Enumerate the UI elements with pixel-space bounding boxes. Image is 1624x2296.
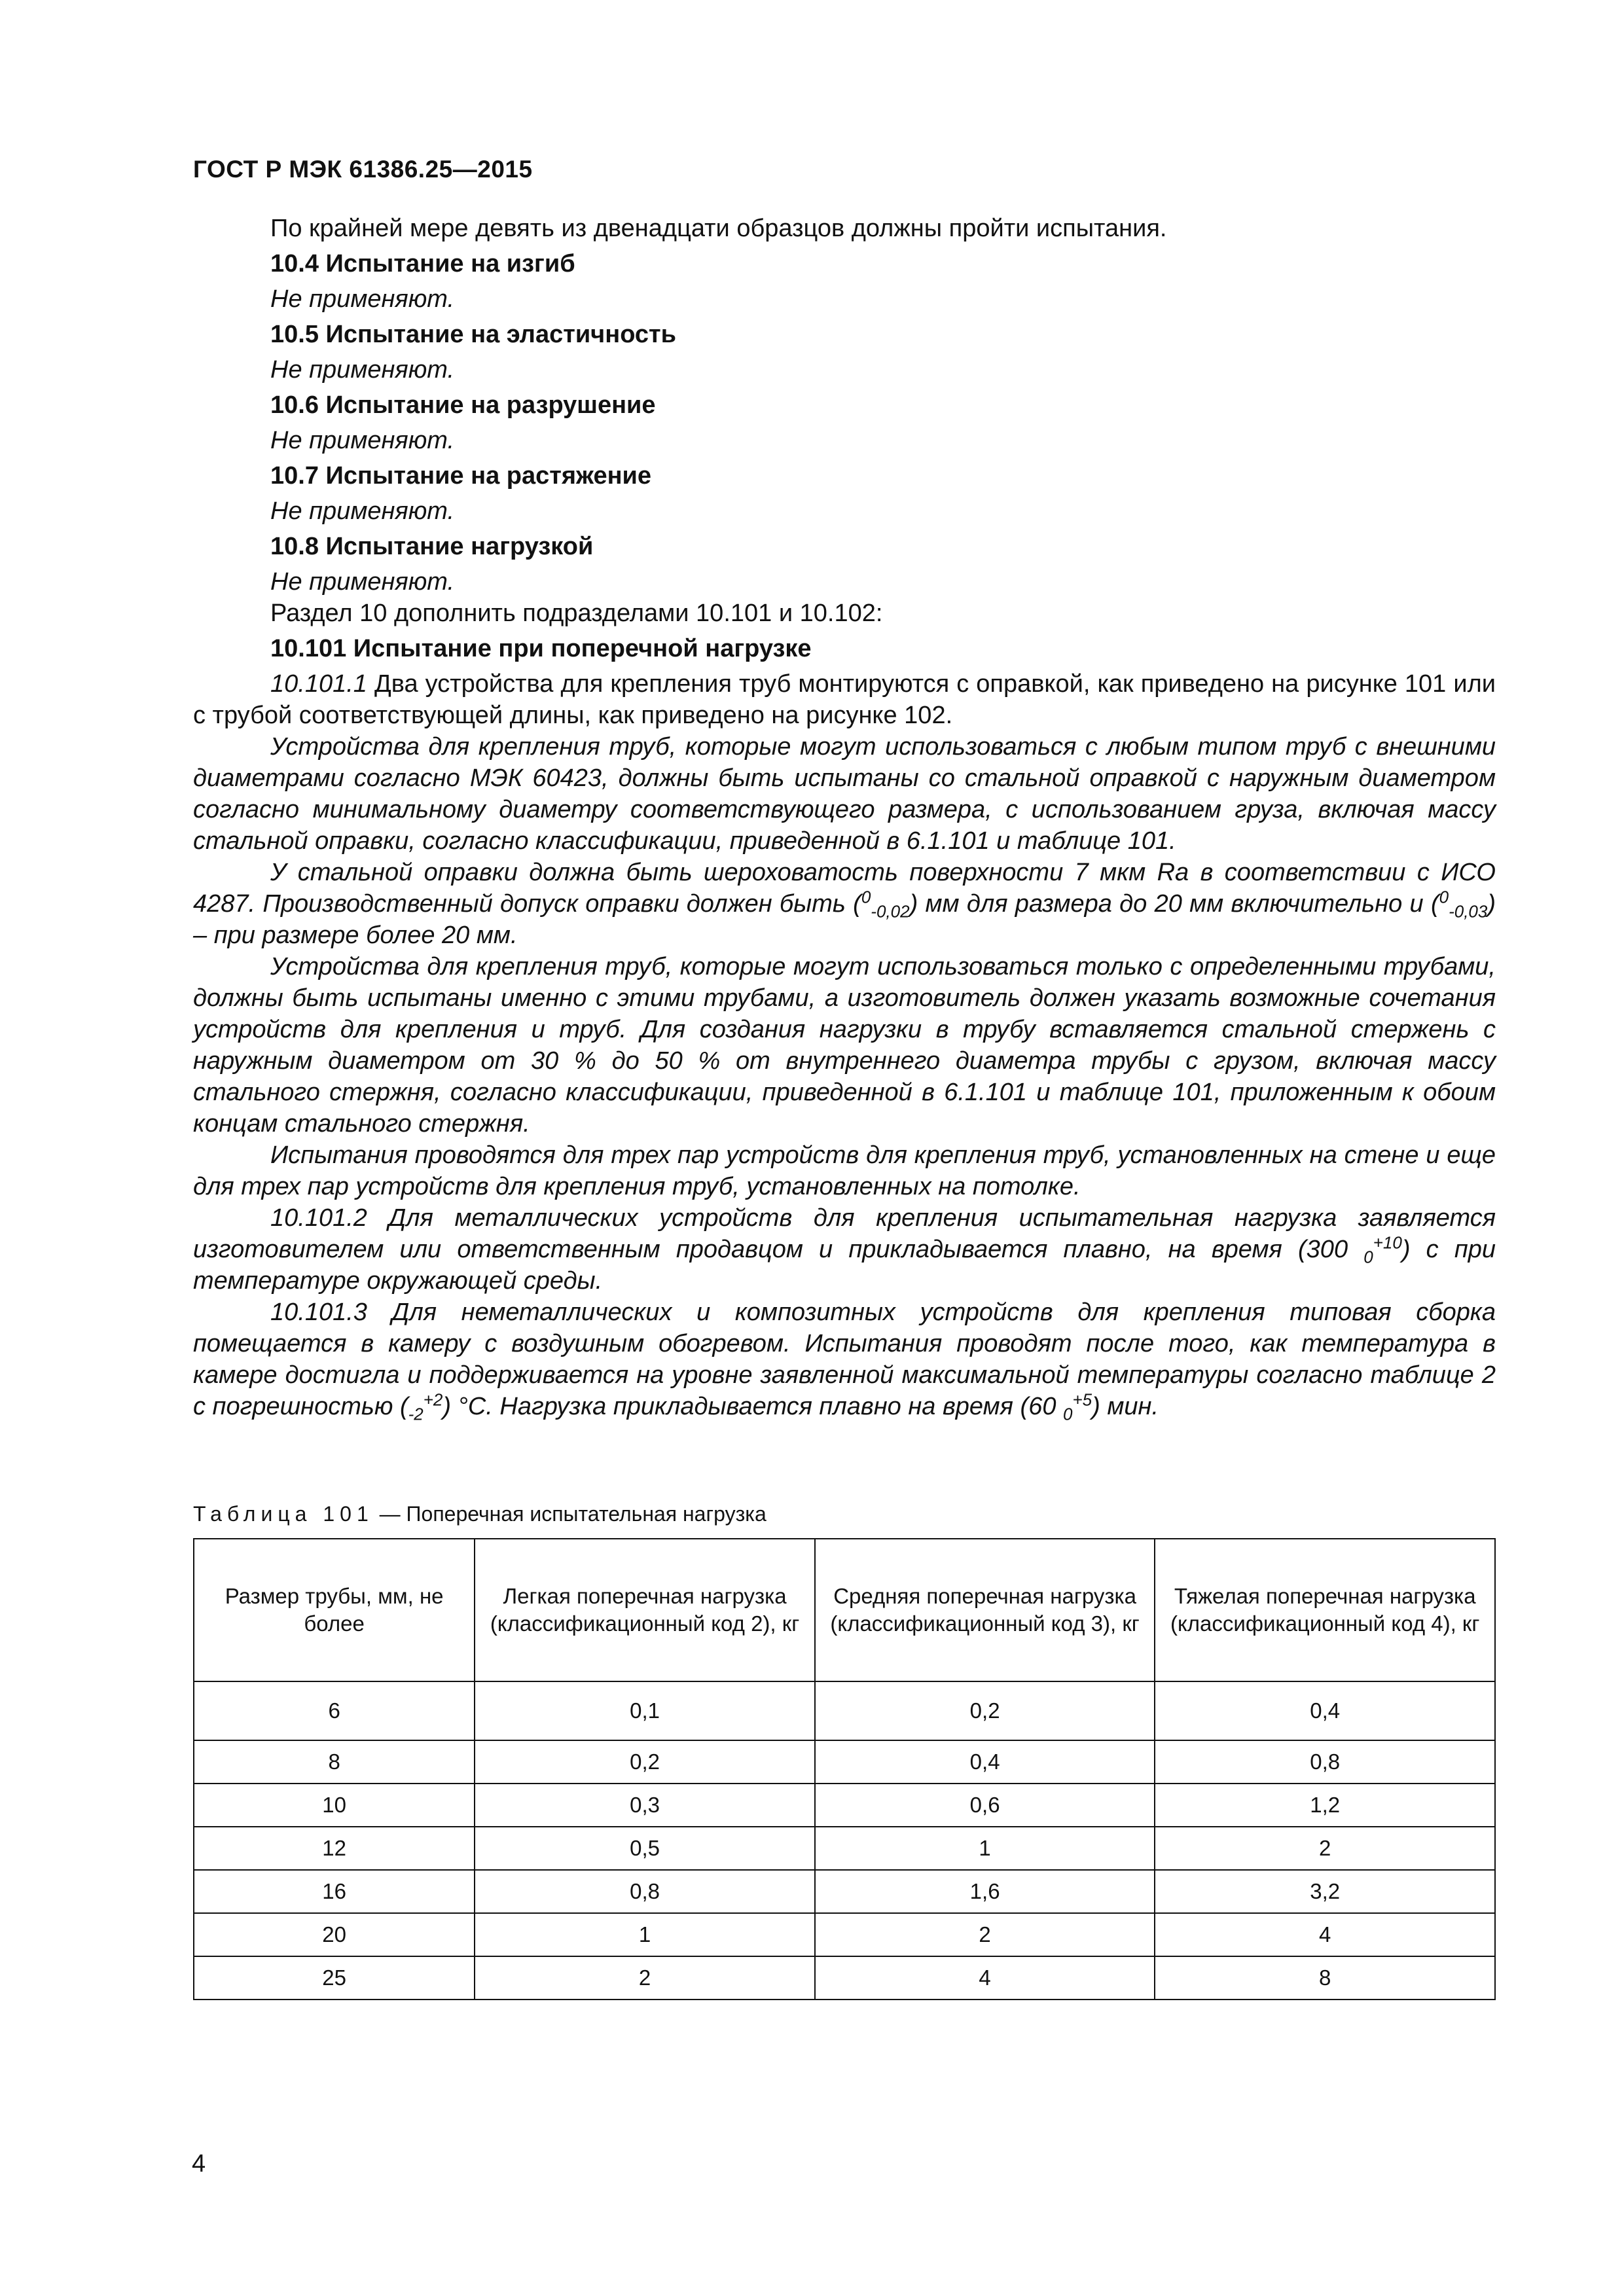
table-cell: 0,8 <box>1155 1740 1495 1784</box>
heading-10-4: 10.4 Испытание на изгиб <box>270 250 575 278</box>
text-run: ) – при размере более 20 мм. <box>193 890 1496 949</box>
text-run: ) мм для размера до 20 мм включительно и ( <box>909 890 1439 918</box>
text-run: 10.101.2 Для металлических устройств для крепления испытательная нагрузка заявляется изготовителем или ответственным продавцом и прикладывается плавно, на время (300 <box>193 1204 1496 1263</box>
table-row <box>194 1913 1495 1956</box>
table-cell: 0,4 <box>1155 1681 1495 1740</box>
table-cell: 2 <box>815 1913 1155 1956</box>
table-cell: 25 <box>194 1956 475 2000</box>
paragraph-test-pairs: Испытания проводятся для трех пар устройств для крепления труб, установленных на стене и еще для трех пар устройств для крепления труб, установленных на потолке. <box>193 1141 1496 1200</box>
document-header: ГОСТ Р МЭК 61386.25—2015 <box>193 156 533 183</box>
text-run: ) °С. Нагрузка прикладывается плавно на время (60 <box>442 1393 1064 1420</box>
tolerance-lower: 0 <box>1363 1247 1373 1267</box>
text-run: ) мин. <box>1092 1393 1159 1420</box>
tolerance-lower: 0 <box>1063 1404 1073 1424</box>
tolerance-upper: +10 <box>1373 1232 1402 1253</box>
table-cell: 0,8 <box>475 1870 815 1913</box>
heading-10-8: 10.8 Испытание нагрузкой <box>270 533 594 560</box>
heading-10-6: 10.6 Испытание на разрушение <box>270 391 656 419</box>
table-row <box>194 1827 1495 1870</box>
not-applied-note: Не применяют. <box>270 356 455 384</box>
table-cell: 0,6 <box>815 1784 1155 1827</box>
table-header-row <box>194 1539 1495 1681</box>
table-cell: 0,2 <box>475 1740 815 1784</box>
table-cell: 1,6 <box>815 1870 1155 1913</box>
table-cell: 0,3 <box>475 1784 815 1827</box>
tolerance-upper: +5 <box>1072 1390 1092 1410</box>
table-cell: 16 <box>194 1870 475 1913</box>
not-applied-note: Не применяют. <box>270 285 455 313</box>
table-row <box>194 1956 1495 2000</box>
table-cell: 0,5 <box>475 1827 815 1870</box>
table-cell: 1,2 <box>1155 1784 1495 1827</box>
table-cell: 0,2 <box>815 1681 1155 1740</box>
not-applied-note: Не применяют. <box>270 497 455 525</box>
paragraph-10-101-3 <box>193 1297 1496 1422</box>
table-caption-label: Таблица 101 <box>193 1502 374 1526</box>
table-cell: 4 <box>1155 1913 1495 1956</box>
text-run: ) с при температуре окружающей среды. <box>193 1236 1496 1295</box>
heading-10-101: 10.101 Испытание при поперечной нагрузке <box>270 635 812 662</box>
tolerance-upper: +2 <box>423 1390 443 1410</box>
page-number: 4 <box>192 2150 206 2178</box>
paragraph-roughness <box>193 857 1496 951</box>
table-cell: 6 <box>194 1681 475 1740</box>
table-cell: 1 <box>475 1913 815 1956</box>
paragraph-10-101-1 <box>193 668 1496 731</box>
tolerance-lower: -2 <box>408 1404 424 1424</box>
table-cell: 0,4 <box>815 1740 1155 1784</box>
table-cell: 4 <box>815 1956 1155 2000</box>
heading-10-7: 10.7 Испытание на растяжение <box>270 462 652 490</box>
tolerance-upper: 0 <box>1439 887 1449 907</box>
text-run: 10.101.3 Для неметаллических и композитных устройств для крепления типовая сборка помещается в камеру с воздушным обогревом. Испытания проводят после того, как температура в камере достигла и поддерживается на уровне заявленной максимальной температуры согласно таблице 2 с погрешностью ( <box>193 1299 1496 1420</box>
tolerance-lower: -0,03 <box>1449 901 1488 922</box>
table-row <box>194 1784 1495 1827</box>
column-header-medium-load: Средняя поперечная нагрузка (классификационный код 3), кг <box>815 1539 1155 1681</box>
column-header-heavy-load: Тяжелая поперечная нагрузка (классификационный код 4), кг <box>1155 1539 1495 1681</box>
heading-10-5: 10.5 Испытание на эластичность <box>270 321 677 348</box>
paragraph-devices-any-pipe: Устройства для крепления труб, которые могут использоваться с любым типом труб с внешними диаметрами согласно МЭК 60423, должны быть испытаны со стальной оправкой с наружным диаметром согласно минимальному диаметру соответствующего размера, с использованием груза, включая массу стальной оправки, согласно классификации, приведенной в 6.1.101 и таблице 101. <box>193 733 1496 855</box>
table-cell: 8 <box>194 1740 475 1784</box>
table-row <box>194 1681 1495 1740</box>
clause-number: 10.101.1 <box>270 670 367 698</box>
table-cell: 0,1 <box>475 1681 815 1740</box>
table-cell: 2 <box>475 1956 815 2000</box>
table-cell: 2 <box>1155 1827 1495 1870</box>
text-run: У стальной оправки должна быть шероховатость поверхности 7 мкм Ra в соответствии с ИСО 4287. Производственный допуск оправки должен быть ( <box>193 859 1496 918</box>
not-applied-note: Не применяют. <box>270 427 455 454</box>
tolerance-lower: -0,02 <box>871 901 910 922</box>
table-caption <box>193 1502 767 1526</box>
tolerance-upper: 0 <box>861 887 871 907</box>
paragraph-samples: По крайней мере девять из двенадцати образцов должны пройти испытания. <box>270 215 1167 242</box>
table-row <box>194 1870 1495 1913</box>
clause-text: Два устройства для крепления труб монтируются с оправкой, как приведено на рисунке 101 или с трубой соответствующей длины, как приведено на рисунке 102. <box>193 670 1496 729</box>
paragraph-add-subsections: Раздел 10 дополнить подразделами 10.101 и 10.102: <box>270 600 883 627</box>
paragraph-10-101-2 <box>193 1202 1496 1297</box>
table-cell: 10 <box>194 1784 475 1827</box>
table-cell: 8 <box>1155 1956 1495 2000</box>
table-caption-text: — Поперечная испытательная нагрузка <box>373 1502 767 1526</box>
column-header-pipe-size: Размер трубы, мм, не более <box>194 1539 475 1681</box>
paragraph-specific-pipes: Устройства для крепления труб, которые могут использоваться только с определенными трубами, должны быть испытаны именно с этими трубами, а изготовитель должен указать возможные сочетания устройств для крепления и труб. Для создания нагрузки в трубу вставляется стальной стержень с наружным диаметром от 30 % до 50 % от внутреннего диаметра трубы с грузом, включая массу стального стержня, согласно классификации, приведенной в 6.1.101 и таблице 101, приложенным к обоим концам стального стержня. <box>193 953 1496 1138</box>
not-applied-note: Не применяют. <box>270 568 455 596</box>
load-table <box>193 1538 1496 2000</box>
document-body <box>193 213 1496 1422</box>
table-cell: 1 <box>815 1827 1155 1870</box>
table-row <box>194 1740 1495 1784</box>
column-header-light-load: Легкая поперечная нагрузка (классификационный код 2), кг <box>475 1539 815 1681</box>
table-cell: 3,2 <box>1155 1870 1495 1913</box>
table-cell: 12 <box>194 1827 475 1870</box>
table-cell: 20 <box>194 1913 475 1956</box>
